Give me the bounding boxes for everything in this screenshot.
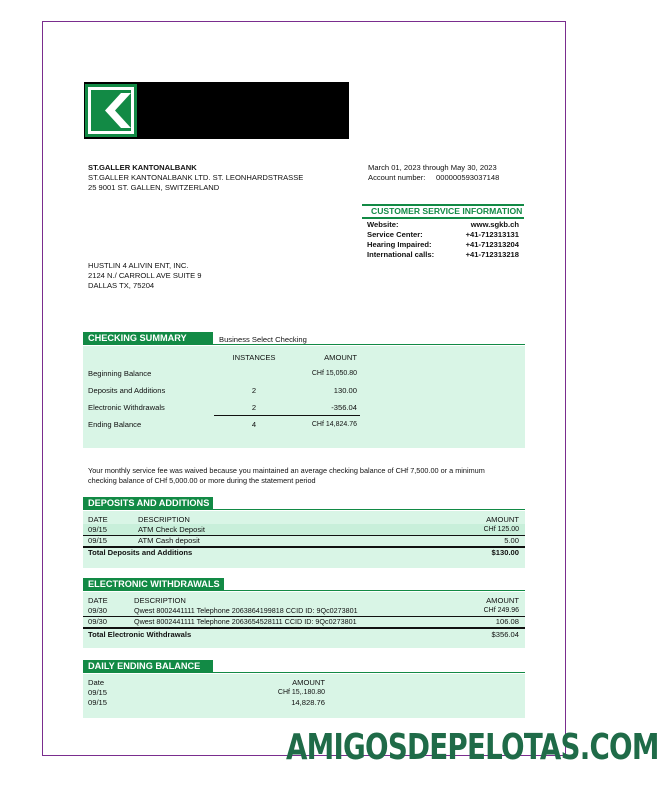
daily-row-1-amount: CHf 15,.180.80 [277, 689, 325, 696]
account-number: 000000593037148 [436, 173, 500, 182]
summary-label-deposits: Deposits and Additions [88, 386, 166, 395]
cs-website-label: Website: [367, 220, 399, 229]
withdrawals-title: ELECTRONIC WITHDRAWALS [83, 578, 224, 591]
summary-instances-deposits: 2 [251, 386, 257, 395]
deposits-total-value: $130.00 [491, 548, 519, 557]
withdrawals-rule [224, 590, 525, 591]
deposit-row-2-amount: 5.00 [504, 536, 519, 545]
fee-notice-line1: Your monthly service fee was waived because you maintained an average checking balance of CHf 7,500.00 or a minimum [88, 466, 485, 475]
fee-notice-line2: checking balance of CHf 5,000.00 or more during the statement period [88, 476, 316, 485]
daily-balance-title: DAILY ENDING BALANCE [83, 660, 213, 673]
withdrawal-row-1-desc: Qwest 8002441111 Telephone 2063864199818 CCID ID: 9Qc0273801 [134, 606, 358, 615]
bank-name: ST.GALLER KANTONALBANK [88, 163, 197, 172]
summary-total-rule [214, 415, 360, 416]
summary-amount-deposits: 130.00 [333, 386, 357, 395]
bank-address-line2: 25 9001 ST. GALLEN, SWITZERLAND [88, 183, 220, 192]
withdrawals-col-desc: DESCRIPTION [134, 596, 186, 605]
cs-hearing-label: Hearing Impaired: [367, 240, 432, 249]
cs-title: CUSTOMER SERVICE INFORMATION [371, 206, 523, 216]
deposits-col-amount: AMOUNT [486, 515, 519, 524]
summary-label-ending: Ending Balance [88, 420, 142, 429]
withdrawal-row-2-date: 09/30 [88, 617, 108, 626]
daily-col-date: Date [88, 678, 105, 687]
checking-summary-title: CHECKING SUMMARY [83, 332, 213, 345]
deposits-total-label: Total Deposits and Additions [88, 548, 193, 557]
withdrawals-col-date: DATE [88, 596, 108, 605]
withdrawals-total-label: Total Electronic Withdrawals [88, 630, 192, 639]
bank-logo [85, 84, 137, 137]
deposits-col-desc: DESCRIPTION [138, 515, 190, 524]
daily-balance-rule [213, 672, 525, 673]
col-instances: INSTANCES [232, 353, 276, 362]
deposits-col-date: DATE [88, 515, 108, 524]
summary-amount-withdrawals: -356.04 [331, 403, 357, 412]
summary-amount-beginning: CHf 15,050.80 [311, 370, 357, 377]
withdrawal-row-2-amount: 106.08 [495, 617, 519, 626]
deposit-row-1-amount: CHf 125.00 [483, 526, 519, 533]
daily-row-2-amount: 14,828.76 [291, 698, 325, 707]
summary-amount-ending: CHf 14,824.76 [311, 421, 357, 428]
withdrawal-row-1-amount: CHf 249.96 [483, 607, 519, 614]
cs-website-value: www.sgkb.ch [470, 220, 519, 229]
bank-address-line1: ST.GALLER KANTONALBANK LTD. ST. LEONHARDSTRASSE [88, 173, 304, 182]
withdrawal-row-1-date: 09/30 [88, 606, 108, 615]
withdrawals-col-amount: AMOUNT [486, 596, 519, 605]
deposit-row-1-desc: ATM Check Deposit [138, 525, 205, 534]
checking-product: Business Select Checking [219, 335, 307, 344]
summary-label-withdrawals: Electronic Withdrawals [88, 403, 165, 412]
cs-service-center-value: +41-712313131 [465, 230, 519, 239]
customer-line3: DALLAS TX, 75204 [88, 281, 155, 290]
daily-col-amount: AMOUNT [292, 678, 325, 687]
watermark: AMIGOSDEPELOTAS.COM [286, 727, 659, 768]
withdrawals-total-rule [83, 627, 525, 629]
deposits-title: DEPOSITS AND ADDITIONS [83, 497, 213, 510]
summary-label-beginning: Beginning Balance [88, 369, 152, 378]
deposit-row-2-desc: ATM Cash deposit [138, 536, 200, 545]
deposits-rule [213, 509, 525, 510]
withdrawals-total-value: $356.04 [491, 630, 519, 639]
customer-line1: HUSTLIN 4 ALIVIN ENT, INC. [88, 261, 189, 270]
cs-international-label: International calls: [367, 250, 435, 259]
col-amount: AMOUNT [324, 353, 357, 362]
customer-line2: 2124 N./ CARROLL AVE SUITE 9 [88, 271, 202, 280]
cs-hearing-value: +41-712313204 [465, 240, 519, 249]
deposit-row-1-date: 09/15 [88, 525, 108, 534]
cs-service-center-label: Service Center: [367, 230, 423, 239]
summary-instances-ending: 4 [251, 420, 257, 429]
account-number-label: Account number: [368, 173, 426, 182]
withdrawal-row-2-desc: Qwest 8002441111 Telephone 2063654528111 CCID ID: 9Qc0273801 [134, 617, 357, 626]
deposit-row-2-date: 09/15 [88, 536, 108, 545]
cs-international-value: +41-712313218 [465, 250, 519, 259]
statement-period: March 01, 2023 through May 30, 2023 [368, 163, 497, 172]
checking-rule [213, 344, 525, 345]
daily-row-2-date: 09/15 [88, 698, 108, 707]
summary-instances-withdrawals: 2 [251, 403, 257, 412]
daily-row-1-date: 09/15 [88, 688, 108, 697]
cs-bottom-rule [362, 217, 524, 219]
